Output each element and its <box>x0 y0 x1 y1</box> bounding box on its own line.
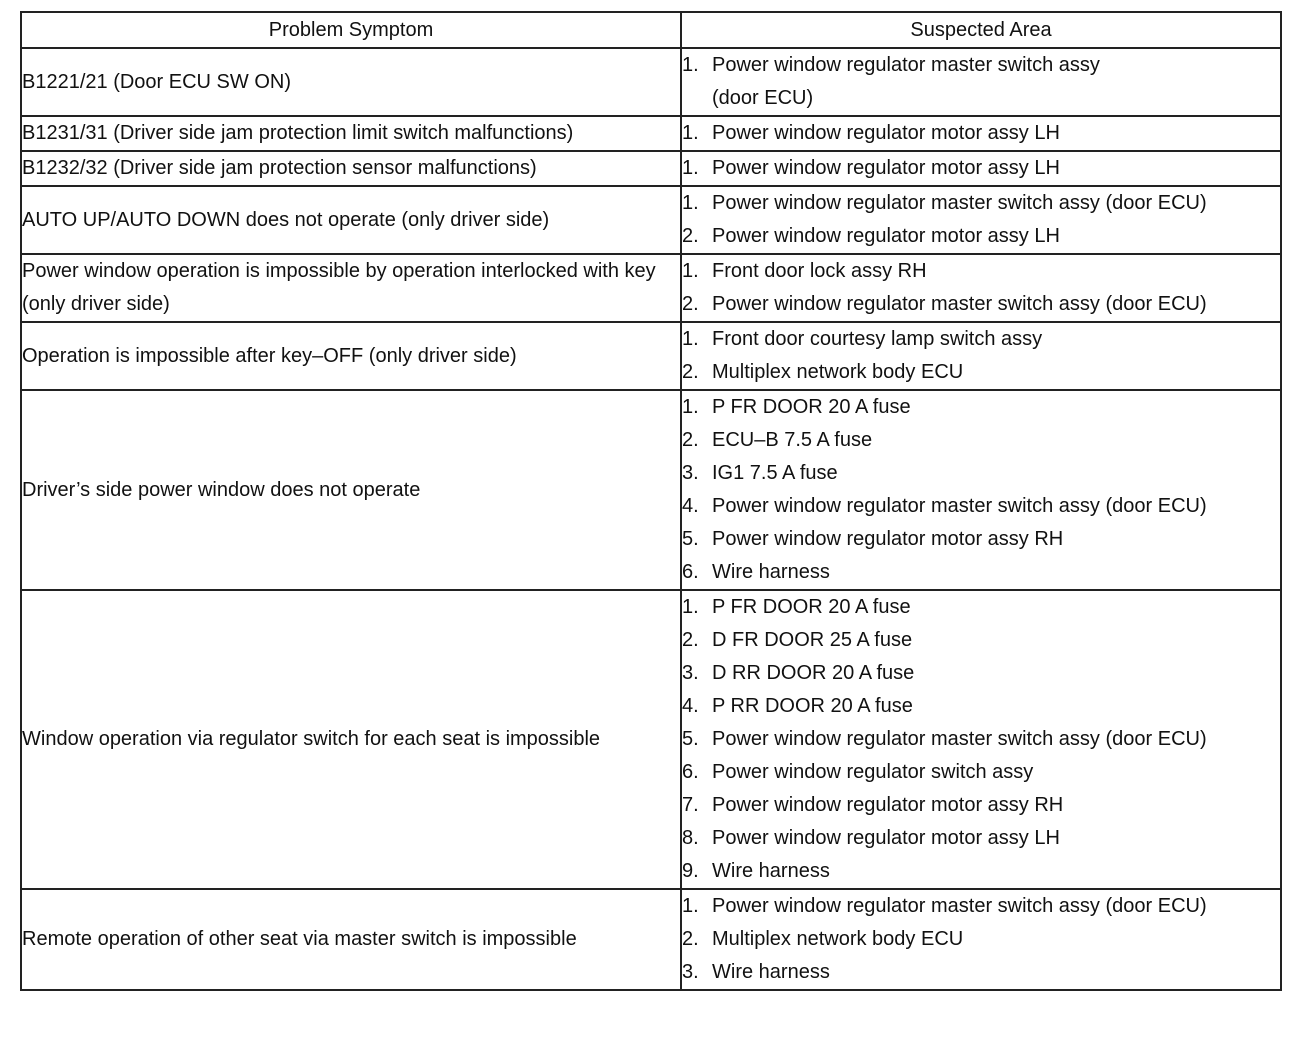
item-text: ECU–B 7.5 A fuse <box>712 429 873 451</box>
suspected-area-cell <box>681 590 1281 889</box>
item-number: 1. <box>682 596 699 618</box>
suspected-area-item <box>682 690 1280 723</box>
item-number: 1. <box>682 328 699 350</box>
item-text: Power window regulator switch assy <box>712 761 1034 783</box>
suspected-area-item <box>682 624 1280 657</box>
problem-symptom-cell: Power window operation is impossible by operation interlocked with key (only driver side) <box>21 254 681 322</box>
table-row <box>21 116 1281 151</box>
item-text: Power window regulator motor assy RH <box>712 528 1064 550</box>
table-row <box>21 889 1281 990</box>
item-number: 7. <box>682 794 699 816</box>
item-text: P FR DOOR 20 A fuse <box>712 596 911 618</box>
table-row <box>21 390 1281 590</box>
suspected-area-item <box>682 220 1280 253</box>
suspected-area-item <box>682 657 1280 690</box>
table-body <box>21 48 1281 990</box>
suspected-area-cell <box>681 322 1281 390</box>
item-number: 1. <box>682 54 699 76</box>
suspected-area-cell <box>681 889 1281 990</box>
suspected-area-item <box>682 490 1280 523</box>
problem-symptom-cell: Remote operation of other seat via master switch is impossible <box>21 889 681 990</box>
item-text: IG1 7.5 A fuse <box>712 462 838 484</box>
suspected-area-item <box>682 591 1280 624</box>
suspected-area-cell <box>681 186 1281 254</box>
suspected-area-cell <box>681 254 1281 322</box>
item-text: Power window regulator master switch assy (door ECU) <box>712 895 1207 917</box>
suspected-area-item <box>682 288 1280 321</box>
suspected-area-item <box>682 187 1280 220</box>
item-number: 5. <box>682 528 699 550</box>
item-number: 6. <box>682 761 699 783</box>
item-number: 2. <box>682 293 699 315</box>
item-text: Front door lock assy RH <box>712 260 927 282</box>
problem-symptom-cell: Driver’s side power window does not operate <box>21 390 681 590</box>
item-text: Power window regulator motor assy LH <box>712 225 1060 247</box>
item-number: 2. <box>682 629 699 651</box>
symptom-table <box>20 11 1282 991</box>
suspected-area-item <box>682 457 1280 490</box>
problem-symptom-cell: AUTO UP/AUTO DOWN does not operate (only driver side) <box>21 186 681 254</box>
suspected-area-item <box>682 152 1280 185</box>
problem-symptom-cell: B1221/21 (Door ECU SW ON) <box>21 48 681 116</box>
item-number: 1. <box>682 122 699 144</box>
item-number: 4. <box>682 695 699 717</box>
header-suspected-area: Suspected Area <box>681 12 1281 48</box>
table-header <box>21 12 1281 48</box>
item-text: P FR DOOR 20 A fuse <box>712 396 911 418</box>
item-number: 3. <box>682 961 699 983</box>
suspected-area-item <box>682 424 1280 457</box>
suspected-area-item <box>682 523 1280 556</box>
item-number: 8. <box>682 827 699 849</box>
item-text: Power window regulator motor assy LH <box>712 122 1060 144</box>
suspected-area-item <box>682 956 1280 989</box>
item-text: Wire harness <box>712 860 830 882</box>
item-text: P RR DOOR 20 A fuse <box>712 695 913 717</box>
problem-symptom-cell: Window operation via regulator switch for each seat is impossible <box>21 590 681 889</box>
table-row <box>21 322 1281 390</box>
suspected-area-item <box>682 855 1280 888</box>
suspected-area-item <box>682 890 1280 923</box>
suspected-area-cell <box>681 151 1281 186</box>
item-text: Wire harness <box>712 561 830 583</box>
suspected-area-cell <box>681 48 1281 116</box>
item-text: Power window regulator master switch assy (door ECU) <box>712 54 1100 109</box>
item-text: D RR DOOR 20 A fuse <box>712 662 915 684</box>
header-row <box>21 12 1281 48</box>
suspected-area-item <box>682 117 1280 150</box>
table-row <box>21 590 1281 889</box>
suspected-area-cell <box>681 116 1281 151</box>
suspected-area-item <box>682 756 1280 789</box>
table-row <box>21 48 1281 116</box>
item-text: Power window regulator master switch assy (door ECU) <box>712 495 1207 517</box>
item-text: Multiplex network body ECU <box>712 928 964 950</box>
item-number: 3. <box>682 662 699 684</box>
item-number: 2. <box>682 928 699 950</box>
problem-symptom-cell: B1232/32 (Driver side jam protection sensor malfunctions) <box>21 151 681 186</box>
suspected-area-item <box>682 723 1280 756</box>
suspected-area-item <box>682 391 1280 424</box>
item-text: Power window regulator motor assy LH <box>712 157 1060 179</box>
table-row <box>21 151 1281 186</box>
suspected-area-item <box>682 356 1280 389</box>
item-number: 6. <box>682 561 699 583</box>
item-text: Power window regulator motor assy LH <box>712 827 1060 849</box>
suspected-area-item <box>682 255 1280 288</box>
item-text: Power window regulator master switch assy (door ECU) <box>712 293 1207 315</box>
table-row <box>21 186 1281 254</box>
item-number: 4. <box>682 495 699 517</box>
suspected-area-item <box>682 789 1280 822</box>
suspected-area-item <box>682 323 1280 356</box>
item-number: 3. <box>682 462 699 484</box>
item-number: 2. <box>682 361 699 383</box>
item-text: Power window regulator master switch assy (door ECU) <box>712 192 1207 214</box>
item-number: 2. <box>682 429 699 451</box>
item-number: 5. <box>682 728 699 750</box>
suspected-area-item <box>682 556 1280 589</box>
item-text: Power window regulator master switch assy (door ECU) <box>712 728 1207 750</box>
problem-symptom-cell: Operation is impossible after key–OFF (only driver side) <box>21 322 681 390</box>
item-text: Multiplex network body ECU <box>712 361 964 383</box>
suspected-area-item <box>682 49 1280 115</box>
table-row <box>21 254 1281 322</box>
suspected-area-item <box>682 822 1280 855</box>
item-text: D FR DOOR 25 A fuse <box>712 629 913 651</box>
item-number: 1. <box>682 895 699 917</box>
problem-symptom-cell: B1231/31 (Driver side jam protection limit switch malfunctions) <box>21 116 681 151</box>
suspected-area-cell <box>681 390 1281 590</box>
item-number: 1. <box>682 260 699 282</box>
header-problem-symptom: Problem Symptom <box>21 12 681 48</box>
item-number: 9. <box>682 860 699 882</box>
item-number: 1. <box>682 396 699 418</box>
item-number: 1. <box>682 192 699 214</box>
item-number: 2. <box>682 225 699 247</box>
item-text: Power window regulator motor assy RH <box>712 794 1064 816</box>
item-text: Front door courtesy lamp switch assy <box>712 328 1043 350</box>
suspected-area-item <box>682 923 1280 956</box>
item-text: Wire harness <box>712 961 830 983</box>
item-number: 1. <box>682 157 699 179</box>
